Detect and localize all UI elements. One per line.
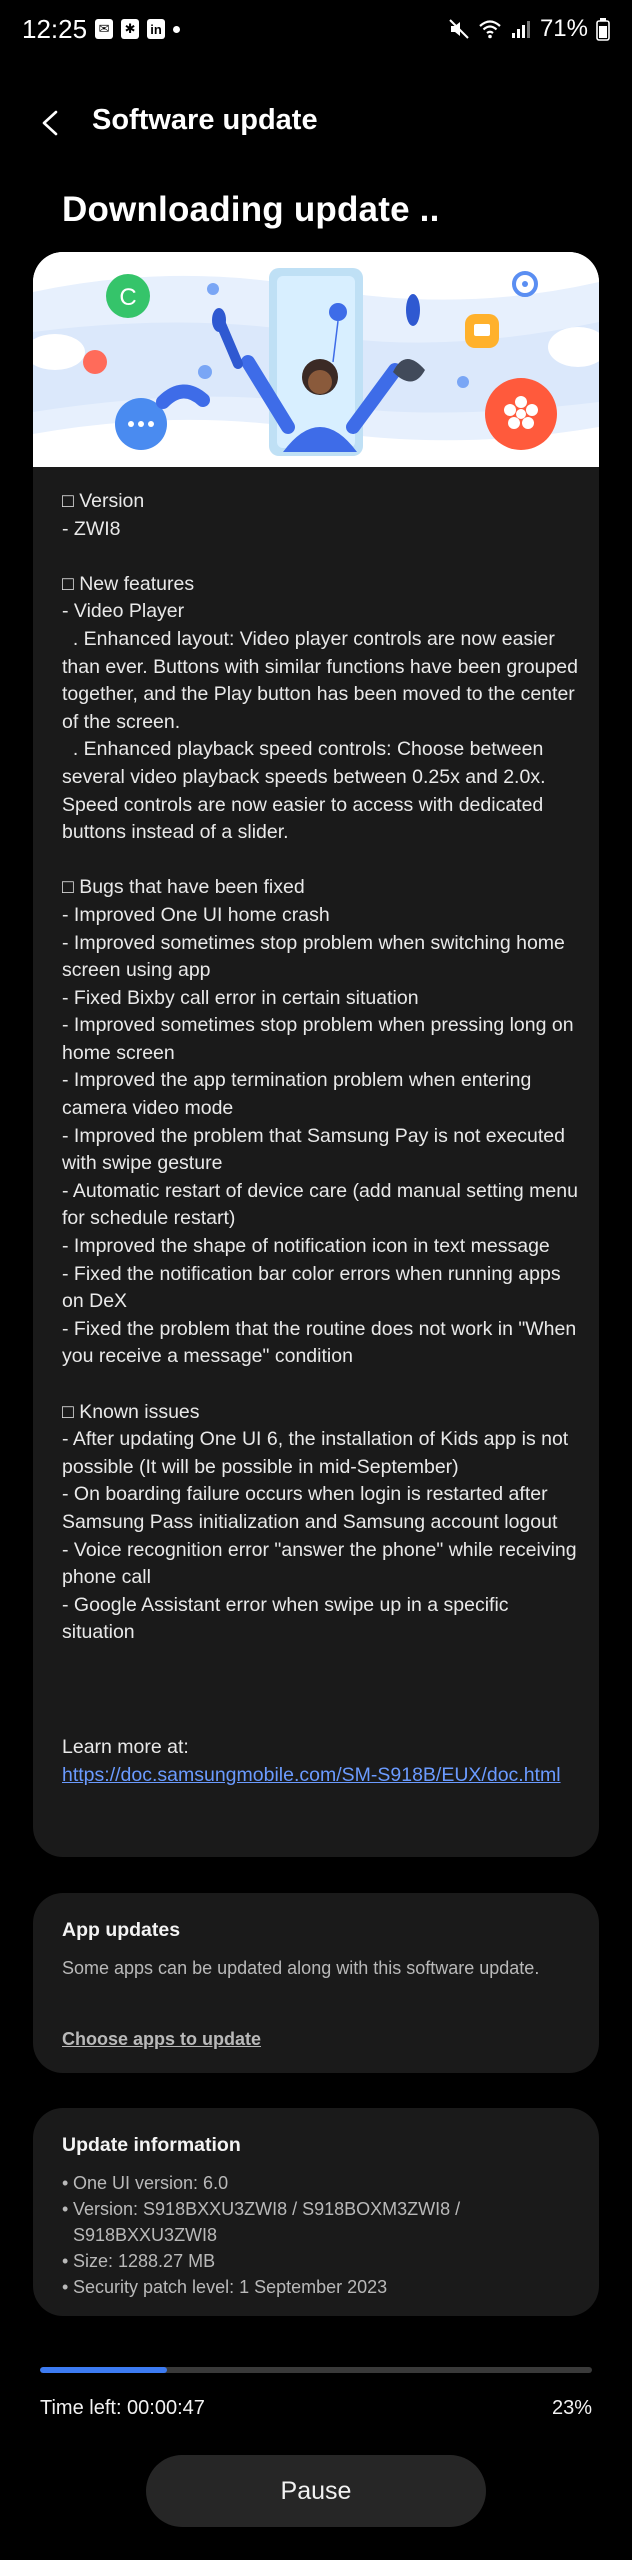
- app-updates-heading: App updates: [62, 1919, 181, 1941]
- learn-more-link[interactable]: https://doc.samsungmobile.com/SM-S918B/EUX/doc.html: [62, 1763, 561, 1786]
- download-status-title: Downloading update ..: [62, 190, 440, 229]
- choose-apps-link[interactable]: Choose apps to update: [62, 2029, 262, 2049]
- release-notes-card: [33, 252, 599, 1857]
- svg-text:C: C: [119, 284, 137, 311]
- app-updates-description: Some apps can be updated along with this software update.: [62, 1958, 540, 1978]
- signal-icon: [510, 18, 532, 40]
- battery-icon: [596, 17, 610, 41]
- back-arrow-icon[interactable]: [38, 110, 64, 136]
- progress-percent-label: 23%: [551, 2397, 592, 2419]
- wifi-icon: [478, 18, 502, 40]
- app-updates-card: [33, 1893, 599, 2073]
- status-time: 12:25: [22, 13, 88, 44]
- learn-more-section: [62, 1734, 582, 1789]
- download-progress-bar: [40, 2367, 592, 2373]
- status-left: [22, 14, 180, 45]
- download-progress-fill: [40, 2367, 167, 2373]
- notification-icon-mail: ✉: [95, 19, 113, 39]
- update-information-card: [33, 2108, 599, 2316]
- pause-button[interactable]: Pause: [146, 2455, 486, 2527]
- info-item-ui-version: • One UI version: 6.0: [62, 2170, 582, 2196]
- time-left-label: Time left: 00:00:47: [40, 2397, 205, 2419]
- mute-icon: [448, 18, 470, 40]
- battery-percent: 71%: [539, 15, 588, 42]
- info-item-security-patch: • Security patch level: 1 September 2023: [62, 2274, 582, 2300]
- update-illustration: [33, 252, 599, 467]
- status-right: [448, 15, 610, 43]
- page-title: Software update: [92, 104, 318, 136]
- notification-icon-slack: ✱: [121, 19, 139, 39]
- more-notifications-dot-icon: [173, 26, 180, 33]
- learn-more-label: Learn more at:: [62, 1736, 189, 1758]
- status-bar: [0, 0, 632, 58]
- update-information-heading: Update information: [62, 2134, 241, 2156]
- notification-icon-linkedin: in: [147, 19, 165, 39]
- release-notes-text: □ Version - ZWI8 □ New features - Video Player . Enhanced layout: Video player controls are now easier than ever. Buttons with similar functions have been grouped together, and the Play button has been moved to the center of the screen. . Enhanced playback speed controls: Choose between several video playback speeds between 0.25x and 2.0x. Speed controls are now easier to access with dedicated buttons instead of a slider. □ Bugs that have been fixed - Improved One UI home crash - Improved sometimes stop problem when switching home screen using app - Fixed Bixby call error in certain situation - Improved sometimes stop problem when pressing long on home screen - Improved the app termination problem when entering camera video mode - Improved the problem that Samsung Pay is not executed with swipe gesture - Automatic restart of device care (add manual setting menu for schedule restart) - Improved the shape of notification icon in text message - Fixed the notification bar color errors when running apps on DeX - Fixed the problem that the routine does not work in "When you receive a message" condition □ Known issues - After updating One UI 6, the installation of Kids app is not possible (It will be possible in mid-September) - On boarding failure occurs when login is restarted after Samsung Pass initialization and Samsung account logout - Voice recognition error "answer the phone" while receiving phone call - Google Assistant error when swipe up in a specific situation: [62, 490, 578, 1644]
- update-information-list: [62, 2170, 582, 2300]
- info-item-size: • Size: 1288.27 MB: [62, 2248, 582, 2274]
- app-header: [0, 88, 632, 160]
- info-item-version: • Version: S918BXXU3ZWI8 / S918BOXM3ZWI8 / S918BXXU3ZWI8: [62, 2196, 582, 2248]
